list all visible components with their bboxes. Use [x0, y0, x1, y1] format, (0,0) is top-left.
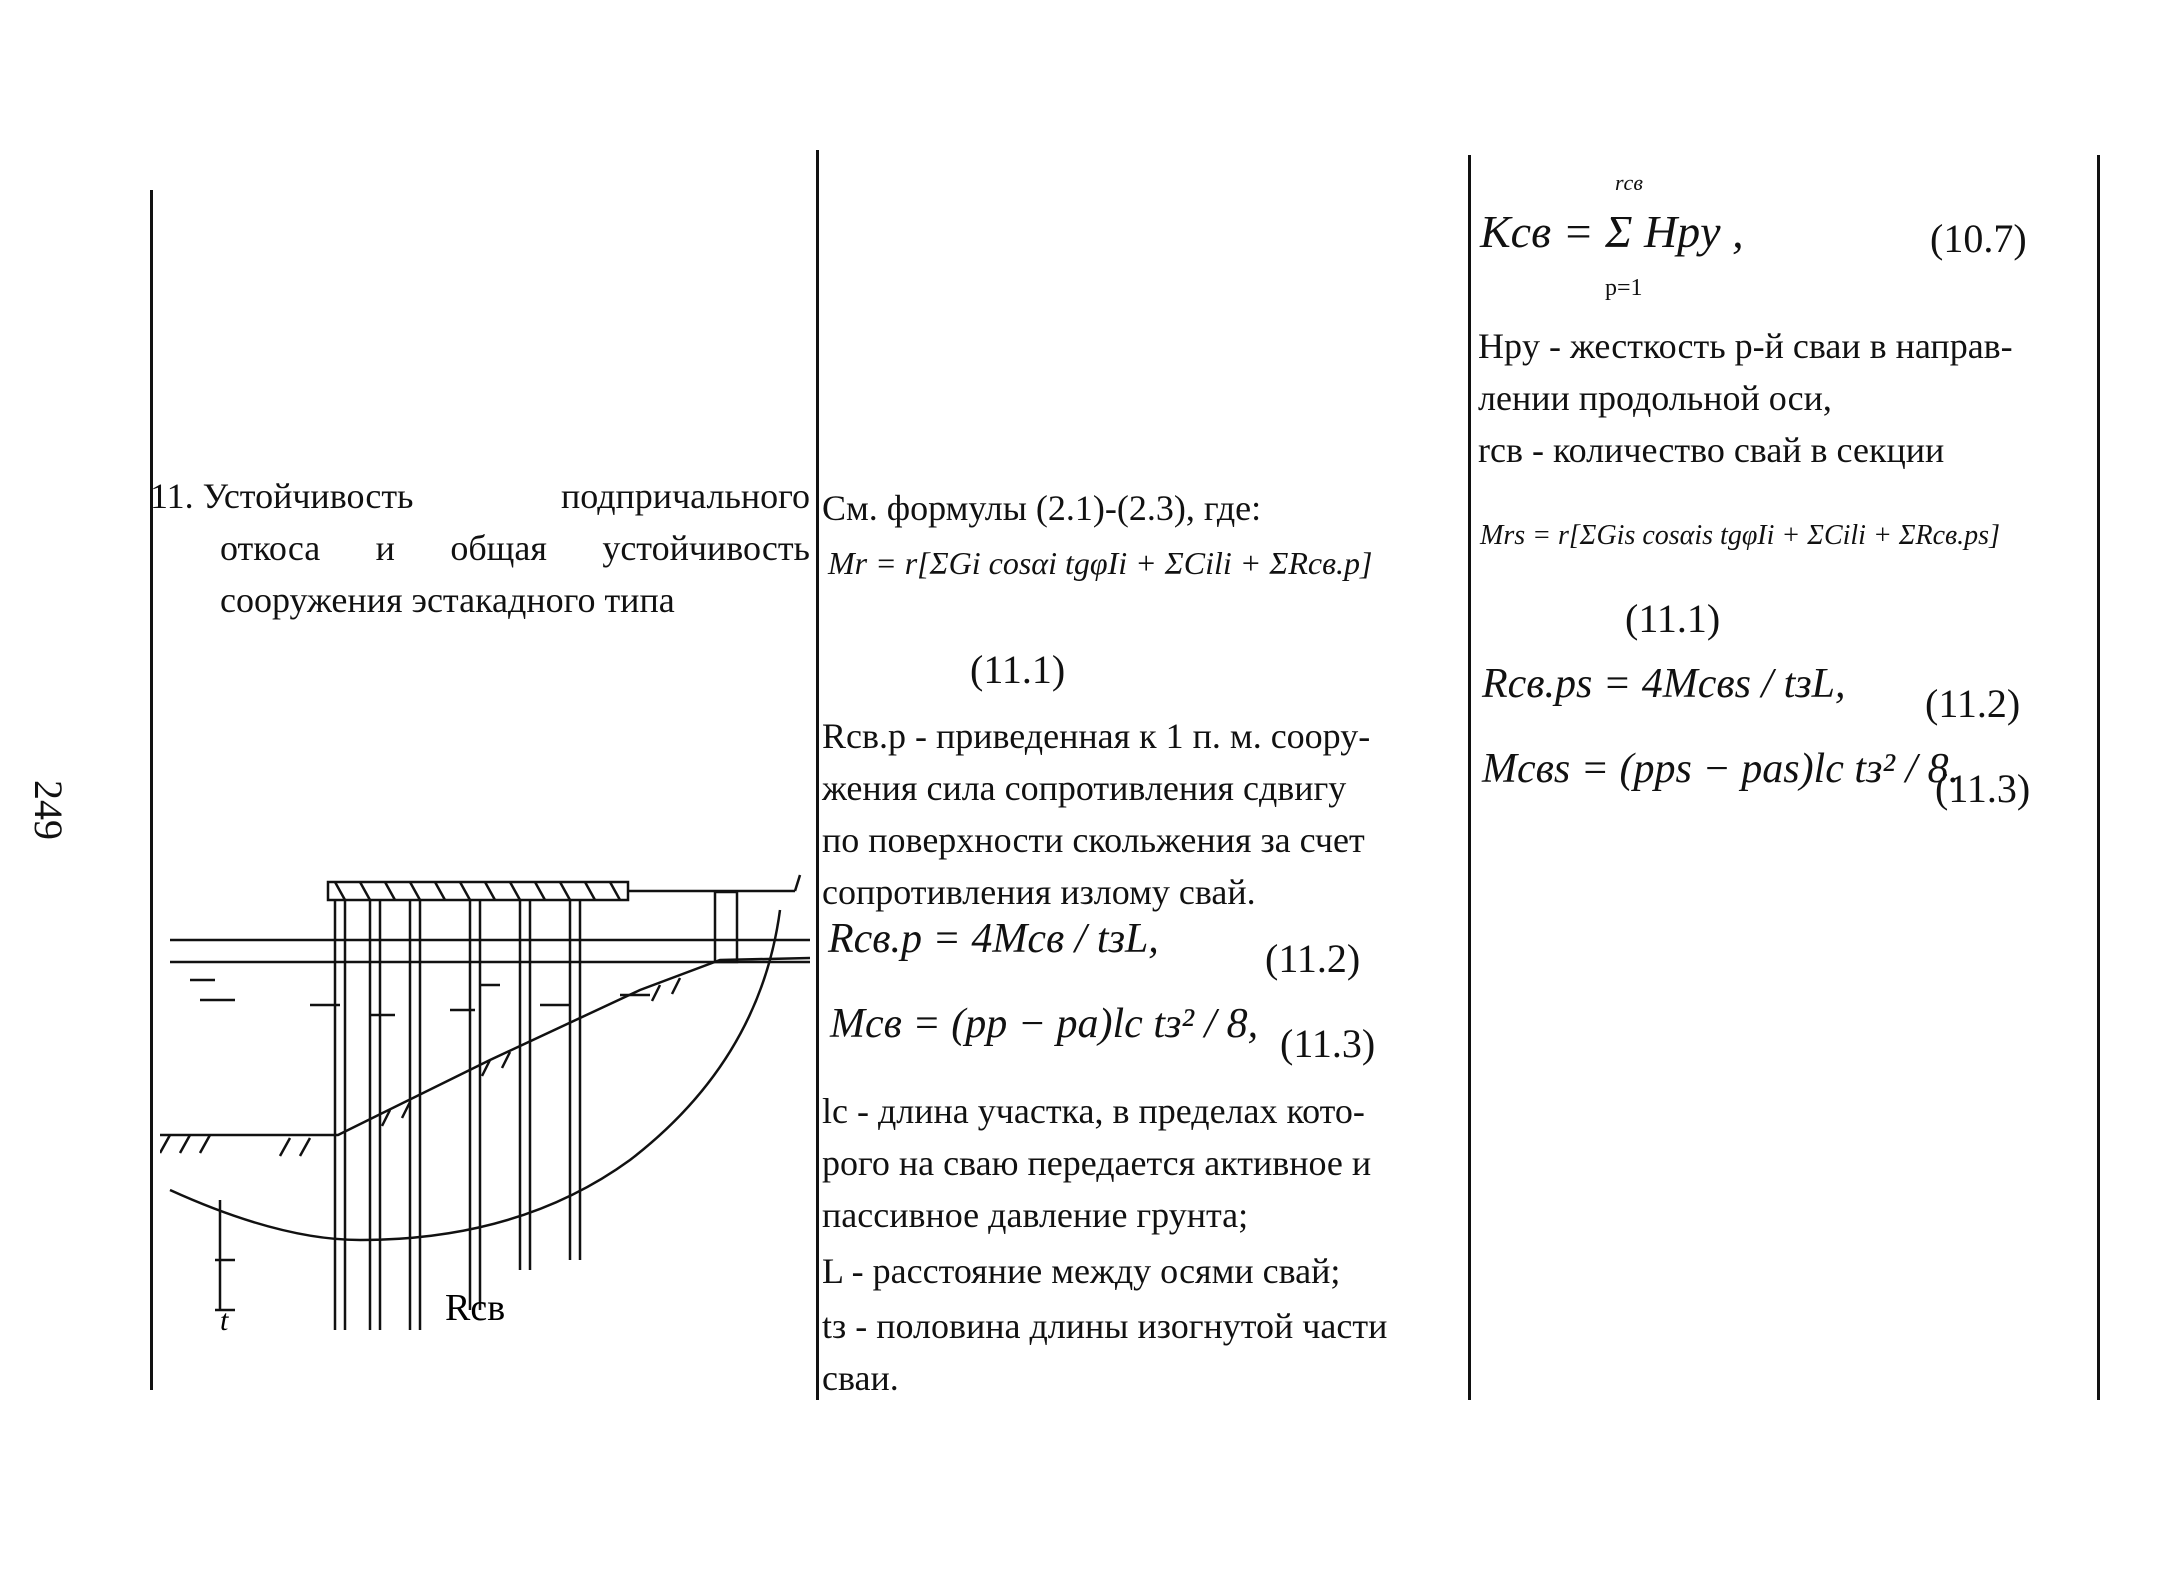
formula-11-2-number: (11.2) [1265, 936, 1361, 981]
col2-intro: См. формулы (2.1)-(2.3), где: [822, 488, 1262, 528]
row-title-part: откоса [220, 528, 321, 568]
text-line: рого на сваю передается активное и [822, 1143, 1372, 1183]
table-left-border [150, 190, 153, 1390]
formula-11-3: Mсв = (pp − pa)lc tз² / 8, [830, 1001, 1259, 1047]
L-description: L - расстояние между осями свай; [822, 1251, 1341, 1291]
slip-surface [170, 910, 780, 1240]
sum-upper-limit: rсв [1615, 170, 1643, 195]
svg-text:t: t [220, 1304, 229, 1337]
t-description [822, 1300, 1387, 1404]
pile [570, 900, 580, 1260]
formula-11-2-seismic: Rсв.рs = 4Mсвs / tзL, [1482, 661, 1846, 707]
h-description [1478, 320, 2098, 476]
formula-11-1-number: (11.1) [970, 647, 1066, 692]
retaining-wall [715, 892, 737, 962]
text-line: сваи. [822, 1358, 899, 1398]
pier-deck [328, 882, 628, 900]
row-title-part: устойчивость [602, 528, 810, 568]
row-title-part: сооружения эстакадного типа [220, 580, 675, 620]
row-title-part: подпричального [561, 476, 810, 516]
sum-lower-limit: p=1 [1605, 275, 1643, 301]
text-line: Rсв.р - приведенная к 1 п. м. соору- [822, 716, 1371, 756]
row-title-part: общая [450, 528, 547, 568]
formula-11-1-seismic-number: (11.1) [1625, 596, 1721, 641]
formula-10-7-number: (10.7) [1930, 216, 2027, 261]
text-line: пассивное давление грунта; [822, 1195, 1249, 1235]
text-line: сопротивления излому свай. [822, 872, 1256, 912]
pile [410, 900, 420, 1330]
text-line: Hpy - жесткость p-й сваи в направ- [1478, 326, 2013, 366]
text-line: по поверхности скольжения за счет [822, 820, 1365, 860]
text-line: rсв - количество свай в секции [1478, 430, 1945, 470]
column-divider-2 [1468, 155, 1471, 1400]
formula-11-1-seismic: Mrs = r[ΣGis cosαis tgφIi + ΣCili + ΣRсв.рs] [1480, 520, 2000, 551]
formula-11-2-seismic-number: (11.2) [1925, 681, 2021, 726]
figure-label: Rсв [445, 1287, 506, 1329]
row-title-part: и [375, 528, 395, 568]
text-line: лении продольной оси, [1478, 378, 1832, 418]
pier-slope-diagram [160, 870, 820, 1350]
r-description [822, 710, 1462, 918]
text-line: lc - длина участка, в пределах кото- [822, 1091, 1365, 1131]
pile [335, 900, 345, 1330]
formula-11-3-seismic-number: (11.3) [1935, 766, 2031, 811]
formula-11-2: Rсв.р = 4Mсв / tзL, [828, 916, 1159, 962]
formula-11-3-seismic: Mсвs = (pps − pas)lc tз² / 8. [1482, 746, 1960, 792]
row-title [150, 470, 810, 626]
row-title-part: 11. Устойчивость [150, 476, 414, 516]
page-number: 249 [26, 780, 71, 840]
formula-11-1: Mr = r[ΣGi cosαi tgφIi + ΣCili + ΣRсв.р] [828, 545, 1373, 581]
lc-description [822, 1085, 1462, 1241]
text-line: жения сила сопротивления сдвигу [822, 768, 1347, 808]
formula-11-3-number: (11.3) [1280, 1021, 1376, 1066]
formula-10-7: Kсв = Σ Hpy , [1480, 206, 1744, 257]
text-line: tз - половина длины изогнутой части [822, 1306, 1388, 1346]
